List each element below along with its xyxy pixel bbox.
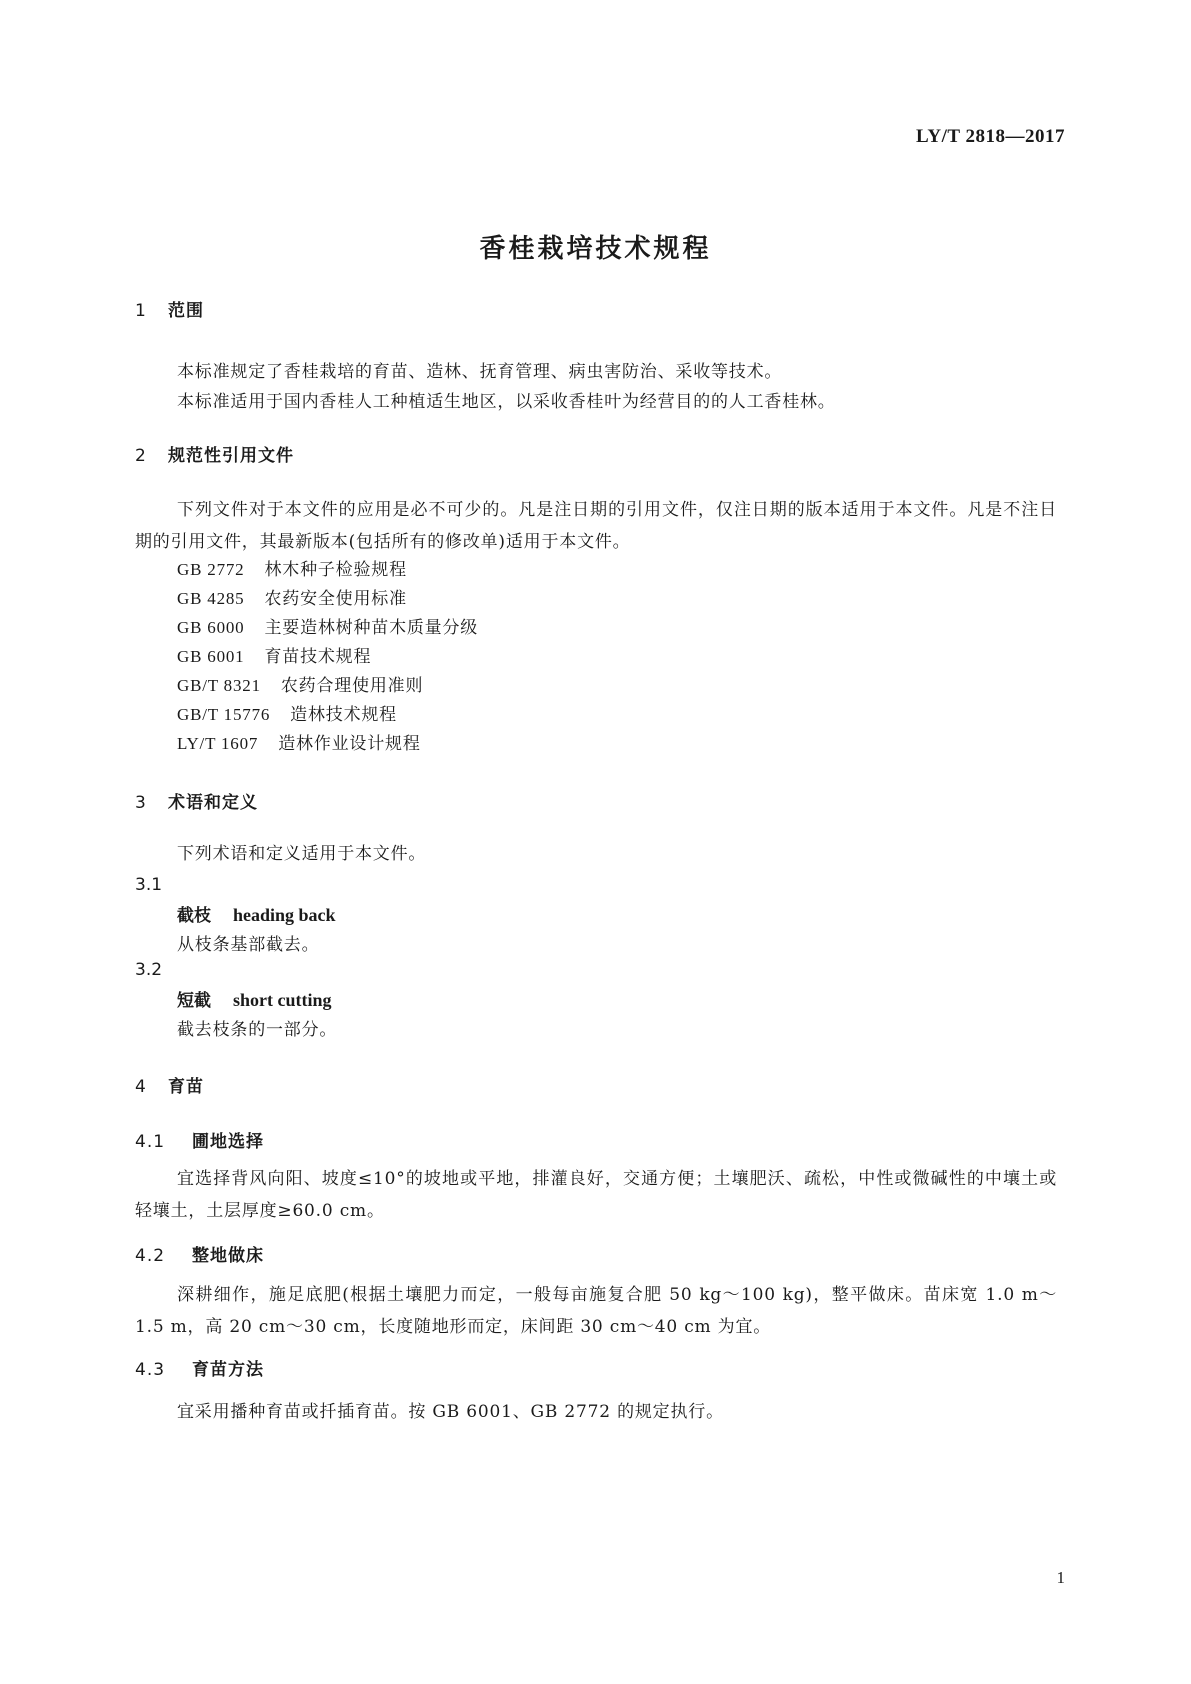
subsection-4-1-text: 宜选择背风向阳、坡度≤10°的坡地或平地，排灌良好，交通方便；土壤肥沃、疏松，中性或微碱性的中壤土或轻壤土，土层厚度≥60.0 cm。 (135, 1169, 1057, 1221)
section-title: 规范性引用文件 (168, 446, 294, 466)
term-chinese: 短截 (177, 991, 211, 1011)
subsection-4-1-heading (135, 1127, 264, 1152)
section-2-intro: 下列文件对于本文件的应用是必不可少的。凡是注日期的引用文件，仅注日期的版本适用于本文件。凡是不注日期的引用文件，其最新版本(包括所有的修改单)适用于本文件。 (135, 500, 1057, 552)
standard-code: LY/T 2818—2017 (915, 126, 1065, 147)
reference-code: GB 6000 (177, 618, 245, 637)
section-title: 育苗 (168, 1077, 204, 1097)
reference-name: 造林作业设计规程 (278, 734, 421, 754)
term-chinese: 截枝 (177, 906, 211, 926)
reference-item (177, 555, 407, 580)
reference-name: 农药合理使用准则 (280, 676, 424, 696)
reference-item (177, 700, 397, 725)
term-number: 3.2 (135, 960, 163, 980)
term-definition: 截去枝条的一部分。 (177, 1020, 338, 1040)
term-entry (177, 986, 332, 1011)
reference-code: GB 2772 (177, 560, 245, 579)
reference-item (177, 584, 407, 609)
reference-code: GB/T 8321 (177, 676, 261, 695)
subsection-title: 圃地选择 (192, 1132, 264, 1152)
section-title: 范围 (168, 301, 204, 321)
term-entry (177, 901, 336, 926)
subsection-title: 整地做床 (192, 1246, 264, 1266)
reference-code: GB 4285 (177, 589, 245, 608)
section-number: 4 (135, 1077, 147, 1097)
section-4-heading (135, 1072, 204, 1097)
reference-item (177, 613, 478, 638)
reference-name: 农药安全使用标准 (264, 589, 407, 609)
reference-item (177, 642, 371, 667)
term-english: short cutting (233, 990, 332, 1010)
subsection-4-3-heading (135, 1355, 264, 1380)
reference-item (177, 671, 423, 696)
reference-item (177, 729, 421, 754)
subsection-title: 育苗方法 (192, 1360, 264, 1380)
subsection-number: 4.3 (135, 1360, 166, 1380)
section-3-heading (135, 788, 258, 813)
subsection-number: 4.1 (135, 1132, 166, 1152)
term-english: heading back (233, 905, 336, 925)
section-1-paragraph-1: 本标准规定了香桂栽培的育苗、造林、抚育管理、病虫害防治、采收等技术。 (177, 362, 783, 382)
reference-name: 林木种子检验规程 (264, 560, 407, 580)
subsection-4-2-heading (135, 1241, 264, 1266)
term-number: 3.1 (135, 875, 163, 895)
section-number: 1 (135, 301, 147, 321)
reference-code: GB 6001 (177, 647, 245, 666)
reference-name: 育苗技术规程 (264, 647, 372, 667)
term-definition: 从枝条基部截去。 (177, 935, 320, 955)
section-2-heading (135, 441, 294, 466)
subsection-4-3-text: 宜采用播种育苗或扦插育苗。按 GB 6001、GB 2772 的规定执行。 (177, 1402, 724, 1422)
section-number: 3 (135, 793, 147, 813)
section-1-paragraph-2: 本标准适用于国内香桂人工种植适生地区，以采收香桂叶为经营目的的人工香桂林。 (177, 392, 836, 412)
section-1-heading (135, 296, 204, 321)
section-title: 术语和定义 (168, 793, 258, 813)
section-3-intro: 下列术语和定义适用于本文件。 (177, 844, 427, 864)
section-number: 2 (135, 446, 147, 466)
reference-code: LY/T 1607 (177, 734, 259, 753)
subsection-4-2-text: 深耕细作，施足底肥(根据土壤肥力而定，一般每亩施复合肥 50 kg～100 kg)，整平做床。苗床宽 1.0 m～1.5 m，高 20 cm～30 cm，长度随地形而定，床间距 30 cm～40 cm 为宜。 (135, 1285, 1057, 1337)
page-number: 1 (1056, 1568, 1065, 1587)
document-title: 香桂栽培技术规程 (479, 234, 712, 264)
reference-name: 主要造林树种苗木质量分级 (264, 618, 479, 638)
subsection-number: 4.2 (135, 1246, 166, 1266)
reference-code: GB/T 15776 (177, 705, 271, 724)
reference-name: 造林技术规程 (290, 705, 397, 725)
